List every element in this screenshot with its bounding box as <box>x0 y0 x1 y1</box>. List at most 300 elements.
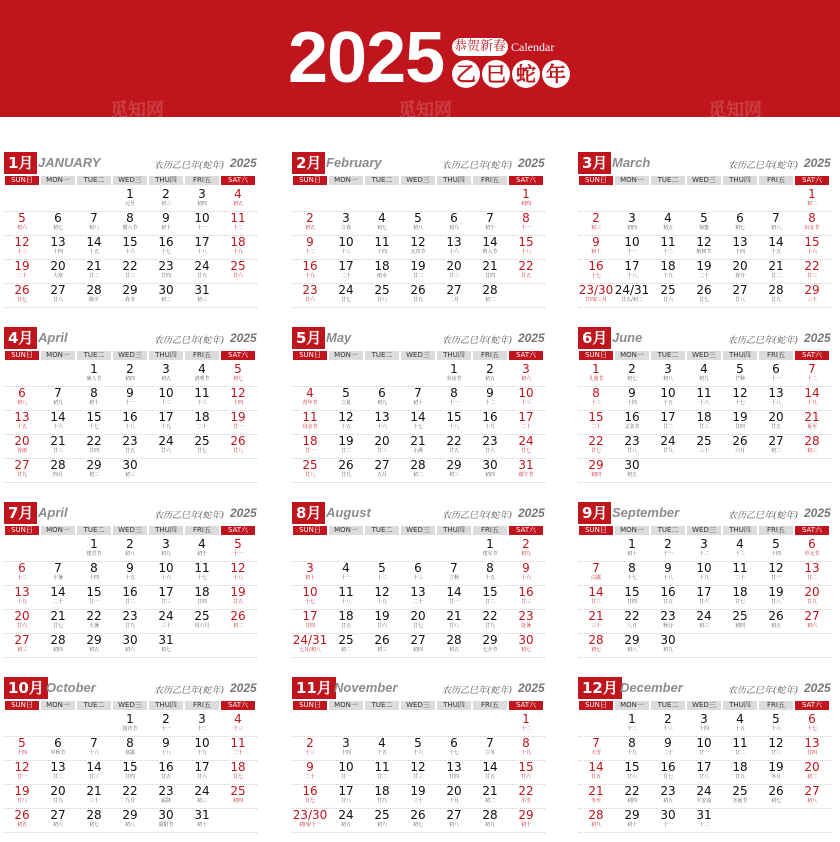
watermark: 觅知网 <box>110 100 164 121</box>
day-cell <box>758 562 794 586</box>
day-cell <box>112 260 148 284</box>
day-number: 8 <box>628 561 636 575</box>
day-number: 13 <box>50 760 66 774</box>
day-cell <box>328 610 364 634</box>
day-number: 12 <box>768 736 784 750</box>
day-number: 3 <box>198 712 206 726</box>
weekday-header: TUE二 <box>651 351 685 360</box>
lunar-date: 二十 <box>196 424 207 430</box>
lunar-date: 廿九 <box>52 798 63 804</box>
day-cell <box>614 236 650 260</box>
row-divider <box>578 585 831 586</box>
day-cell <box>472 387 508 411</box>
day-number: 13 <box>732 235 748 249</box>
day-number: 30 <box>122 633 138 647</box>
day-number: 28 <box>86 808 102 822</box>
lunar-date: 十一 <box>626 249 637 255</box>
day-number: 1 <box>628 537 636 551</box>
weekday-header: TUE二 <box>77 176 111 185</box>
lunar-date: 廿七 <box>698 297 709 303</box>
lunar-date: 七月/初八 <box>299 647 321 653</box>
row-divider <box>4 736 257 737</box>
day-cell <box>184 236 220 260</box>
day-cell <box>184 363 220 387</box>
weekday-header: TUE二 <box>651 526 685 535</box>
lunar-date: 霜降 <box>160 798 171 804</box>
day-number: 7 <box>54 386 62 400</box>
day-number: 13 <box>14 585 30 599</box>
day-number: 6 <box>808 537 816 551</box>
lunar-date: 初五 <box>662 798 673 804</box>
day-number: 8 <box>90 561 98 575</box>
lunar-date: 初三 <box>806 448 817 454</box>
weekday-header: TUE二 <box>77 701 111 710</box>
day-number: 31 <box>194 808 210 822</box>
day-number: 27 <box>410 633 426 647</box>
day-number: 9 <box>126 386 134 400</box>
day-cell <box>758 387 794 411</box>
day-number: 4 <box>342 561 350 575</box>
lunar-date: 初四 <box>626 225 637 231</box>
day-cell <box>112 236 148 260</box>
day-cell <box>722 586 758 610</box>
day-cell <box>400 236 436 260</box>
month-name: September <box>612 505 680 520</box>
lunar-date: 十五 <box>376 750 387 756</box>
weekday-header: MON一 <box>41 526 75 535</box>
lunar-date: 十八 <box>662 575 673 581</box>
weekday-header: SAT六 <box>795 701 829 710</box>
row-divider <box>292 736 545 737</box>
day-cell <box>76 538 112 562</box>
lunar-date: 廿一 <box>698 750 709 756</box>
day-cell <box>4 236 40 260</box>
lunar-date: 初八 <box>626 647 637 653</box>
day-cell <box>112 761 148 785</box>
day-number: 10 <box>158 561 174 575</box>
day-number: 15 <box>518 235 534 249</box>
day-cell <box>364 459 400 483</box>
day-number: 20 <box>410 609 426 623</box>
day-number: 11 <box>302 410 318 424</box>
day-number: 10 <box>624 235 640 249</box>
day-number: 14 <box>50 410 66 424</box>
day-number: 30 <box>122 458 138 472</box>
lunar-date: 初九 <box>698 376 709 382</box>
lunar-year-label: 农历乙巳年(蛇年) <box>442 511 513 521</box>
lunar-date: 廿五 <box>340 623 351 629</box>
day-number: 19 <box>374 609 390 623</box>
day-cell <box>112 809 148 833</box>
lunar-date: 十三 <box>340 249 351 255</box>
day-cell <box>292 284 328 308</box>
lunar-date: 二十 <box>304 774 315 780</box>
day-number: 27 <box>804 609 820 623</box>
day-number: 29 <box>518 808 534 822</box>
day-cell <box>508 610 544 634</box>
weekday-header: WED三 <box>401 351 435 360</box>
day-number: 19 <box>768 585 784 599</box>
month-number: 10月 <box>4 677 48 699</box>
day-cell <box>650 260 686 284</box>
lunar-date: 春节 <box>124 297 135 303</box>
day-cell <box>40 260 76 284</box>
day-cell <box>508 785 544 809</box>
day-cell <box>328 785 364 809</box>
day-number: 23 <box>158 259 174 273</box>
day-number: 12 <box>732 386 748 400</box>
day-cell <box>76 737 112 761</box>
watermark: 觅知网 <box>398 100 452 121</box>
day-number: 15 <box>624 585 640 599</box>
day-number: 23 <box>122 434 138 448</box>
day-cell <box>686 809 722 833</box>
lunar-date: 廿九 <box>124 623 135 629</box>
day-number: 2 <box>162 712 170 726</box>
weekday-header: MON一 <box>615 701 649 710</box>
day-cell <box>184 562 220 586</box>
lunar-date: 初四 <box>626 798 637 804</box>
lunar-date: 初九 <box>520 551 531 557</box>
greeting-text: 恭贺新春 <box>454 39 507 54</box>
day-cell <box>76 435 112 459</box>
day-cell <box>794 284 830 308</box>
day-cell <box>328 761 364 785</box>
day-number: 27 <box>374 458 390 472</box>
day-number: 10 <box>338 235 354 249</box>
lunar-date: 十四 <box>88 575 99 581</box>
day-number: 16 <box>122 410 138 424</box>
lunar-date: 四月 <box>52 472 63 478</box>
day-cell <box>364 411 400 435</box>
day-number: 24 <box>338 808 354 822</box>
day-cell <box>40 387 76 411</box>
day-number: 30 <box>158 808 174 822</box>
day-number: 16 <box>122 585 138 599</box>
day-number: 15 <box>122 760 138 774</box>
day-cell <box>292 785 328 809</box>
day-number: 6 <box>772 362 780 376</box>
day-cell <box>578 236 614 260</box>
day-cell <box>112 387 148 411</box>
row-divider <box>4 609 257 610</box>
lunar-date: 初五 <box>662 225 673 231</box>
day-number: 9 <box>126 561 134 575</box>
day-number: 10 <box>158 386 174 400</box>
day-cell <box>40 610 76 634</box>
day-number: 2 <box>126 537 134 551</box>
day-number: 2 <box>664 712 672 726</box>
day-cell <box>650 562 686 586</box>
day-number: 9 <box>592 235 600 249</box>
day-number: 15 <box>804 235 820 249</box>
day-cell <box>578 411 614 435</box>
day-cell <box>758 538 794 562</box>
lunar-date: 二十 <box>698 273 709 279</box>
lunar-date: 廿五 <box>520 273 531 279</box>
day-number: 15 <box>518 760 534 774</box>
day-number: 27 <box>50 283 66 297</box>
day-number: 1 <box>592 362 600 376</box>
day-number: 22 <box>446 434 462 448</box>
month-block <box>4 502 257 667</box>
lunar-year-label: 农历乙巳年(蛇年) <box>442 336 513 346</box>
day-number: 10 <box>302 585 318 599</box>
day-cell <box>614 610 650 634</box>
day-number: 11 <box>338 585 354 599</box>
lunar-date: 廿四 <box>88 448 99 454</box>
lunar-date: 父亲节 <box>624 424 640 430</box>
day-number: 3 <box>664 362 672 376</box>
lunar-date: 十八 <box>448 424 459 430</box>
day-number: 6 <box>450 736 458 750</box>
lunar-date: 初三 <box>196 297 207 303</box>
day-cell <box>112 435 148 459</box>
day-cell <box>328 737 364 761</box>
day-number: 11 <box>230 211 246 225</box>
day-number: 17 <box>338 259 354 273</box>
day-number: 30 <box>158 283 174 297</box>
lunar-date: 初十 <box>484 225 495 231</box>
lunar-date: 廿二 <box>806 575 817 581</box>
lunar-date: 廿八 <box>340 798 351 804</box>
lunar-date: 十二 <box>484 400 495 406</box>
lunar-date: 初五 <box>304 225 315 231</box>
row-divider <box>578 832 831 833</box>
weekday-header: SAT六 <box>509 701 543 710</box>
lunar-date: 妇女节 <box>804 225 820 231</box>
day-cell <box>400 284 436 308</box>
day-cell <box>40 761 76 785</box>
day-cell <box>220 538 256 562</box>
day-number: 20 <box>732 259 748 273</box>
lunar-date: 初八 <box>124 822 135 828</box>
lunar-date: 初九 <box>160 551 171 557</box>
weekday-header: SUN日 <box>5 176 39 185</box>
lunar-date: 十九 <box>304 273 315 279</box>
day-number: 19 <box>696 259 712 273</box>
lunar-date: 情人节 <box>482 249 498 255</box>
day-cell <box>148 236 184 260</box>
lunar-date: 三十 <box>160 623 171 629</box>
day-cell <box>508 363 544 387</box>
day-cell <box>650 809 686 833</box>
day-number: 7 <box>90 736 98 750</box>
lunar-date: 初八 <box>662 376 673 382</box>
day-number: 26 <box>696 283 712 297</box>
lunar-date: 初二 <box>232 623 243 629</box>
lunar-date: 初三 <box>124 472 135 478</box>
lunar-date: 十三 <box>196 400 207 406</box>
weekday-header: WED三 <box>687 176 721 185</box>
row-divider <box>4 633 257 634</box>
weekday-header: MON一 <box>329 176 363 185</box>
row-divider <box>4 482 257 483</box>
day-number: 8 <box>126 211 134 225</box>
day-number: 8 <box>592 386 600 400</box>
lunar-date: 初七 <box>232 376 243 382</box>
day-cell <box>508 188 544 212</box>
day-number: 14 <box>86 235 102 249</box>
row-divider <box>4 211 257 212</box>
day-cell <box>722 411 758 435</box>
day-cell <box>650 761 686 785</box>
day-cell <box>112 538 148 562</box>
lunar-date: 廿五 <box>770 424 781 430</box>
month-year: 2025 <box>804 331 831 345</box>
lunar-date: 初五 <box>232 201 243 207</box>
day-cell <box>400 435 436 459</box>
weekday-header: WED三 <box>113 526 147 535</box>
day-number: 26 <box>14 283 30 297</box>
weekday-header: MON一 <box>329 526 363 535</box>
lunar-date: 初十 <box>626 551 637 557</box>
lunar-date: 十一 <box>340 575 351 581</box>
month-name: October <box>46 680 96 695</box>
day-number: 18 <box>696 410 712 424</box>
weekday-header: THU四 <box>149 176 183 185</box>
day-number: 24 <box>158 434 174 448</box>
lunar-date: 愚人节 <box>86 376 102 382</box>
lunar-date: 廿五 <box>160 774 171 780</box>
day-number: 17 <box>624 259 640 273</box>
row-divider <box>578 760 831 761</box>
month-block <box>578 327 831 492</box>
lunar-date: 廿九 <box>340 472 351 478</box>
lunar-date: 廿二 <box>770 273 781 279</box>
day-cell <box>40 284 76 308</box>
day-cell <box>578 761 614 785</box>
lunar-date: 初三 <box>160 201 171 207</box>
day-cell <box>686 284 722 308</box>
day-number: 27 <box>732 283 748 297</box>
day-cell <box>328 435 364 459</box>
day-cell <box>364 610 400 634</box>
day-cell <box>578 809 614 833</box>
day-number: 5 <box>342 386 350 400</box>
day-number: 23 <box>482 434 498 448</box>
day-number: 4 <box>234 187 242 201</box>
day-cell <box>722 387 758 411</box>
day-number: 4 <box>736 537 744 551</box>
day-number: 17 <box>194 760 210 774</box>
day-cell <box>472 459 508 483</box>
month-year: 2025 <box>518 331 545 345</box>
lunar-date: 初七 <box>412 822 423 828</box>
day-cell <box>364 435 400 459</box>
lunar-date: 初四 <box>412 647 423 653</box>
day-cell <box>184 188 220 212</box>
day-cell <box>472 363 508 387</box>
day-cell <box>148 260 184 284</box>
lunar-date: 初四 <box>52 647 63 653</box>
day-number: 15 <box>86 410 102 424</box>
lunar-date: 廿六 <box>698 599 709 605</box>
lunar-date: 廿六 <box>304 297 315 303</box>
day-cell <box>686 562 722 586</box>
day-cell <box>76 562 112 586</box>
day-cell <box>364 212 400 236</box>
day-number: 19 <box>410 784 426 798</box>
day-number: 25 <box>374 808 390 822</box>
month-block <box>292 677 545 842</box>
lunar-date: 十四 <box>698 726 709 732</box>
day-number: 14 <box>588 585 604 599</box>
lunar-date: 立秋 <box>448 575 459 581</box>
day-cell <box>508 212 544 236</box>
day-number: 16 <box>302 784 318 798</box>
day-number: 22 <box>518 259 534 273</box>
day-number: 21 <box>86 259 102 273</box>
lunar-date: 廿一 <box>304 448 315 454</box>
lunar-date: 初七 <box>626 376 637 382</box>
lunar-date: 廿二 <box>734 750 745 756</box>
lunar-date: 初九 <box>662 647 673 653</box>
lunar-date: 三十 <box>698 448 709 454</box>
row-divider <box>292 561 545 562</box>
day-cell <box>76 761 112 785</box>
day-cell <box>794 260 830 284</box>
day-cell <box>292 737 328 761</box>
day-cell <box>650 236 686 260</box>
lunar-date: 廿九 <box>376 798 387 804</box>
lunar-date: 九月 <box>124 798 135 804</box>
day-cell <box>76 387 112 411</box>
day-number: 13 <box>446 235 462 249</box>
row-divider <box>292 760 545 761</box>
day-cell <box>758 236 794 260</box>
weekday-header: SUN日 <box>579 701 613 710</box>
weekday-header: FRI五 <box>473 176 507 185</box>
row-divider <box>578 482 831 483</box>
lunar-date: 廿三 <box>160 599 171 605</box>
day-cell <box>472 260 508 284</box>
day-cell <box>184 586 220 610</box>
lunar-date: 廿七 <box>340 297 351 303</box>
row-divider <box>292 458 545 459</box>
day-number: 17 <box>696 760 712 774</box>
lunar-date: 十七 <box>304 599 315 605</box>
day-number: 27 <box>14 633 30 647</box>
day-cell <box>40 634 76 658</box>
lunar-date: 国庆节 <box>122 726 138 732</box>
lunar-date: 初四 <box>590 472 601 478</box>
day-cell <box>436 610 472 634</box>
lunar-date: 建军节 <box>482 551 498 557</box>
month-block <box>292 327 545 492</box>
lunar-date: 十二 <box>698 822 709 828</box>
day-cell <box>758 363 794 387</box>
day-cell <box>650 411 686 435</box>
row-divider <box>292 307 545 308</box>
lunar-date: 廿九 <box>662 448 673 454</box>
weekday-header: FRI五 <box>759 526 793 535</box>
day-cell <box>722 212 758 236</box>
month-name: June <box>612 330 643 345</box>
day-number: 29 <box>86 633 102 647</box>
day-number: 16 <box>158 235 174 249</box>
day-number: 1 <box>90 537 98 551</box>
row-divider <box>292 434 545 435</box>
day-cell <box>722 737 758 761</box>
lunar-date: 廿八 <box>734 297 745 303</box>
lunar-date: 二十 <box>232 750 243 756</box>
weekday-header: WED三 <box>687 351 721 360</box>
day-cell <box>436 411 472 435</box>
row-divider <box>292 808 545 809</box>
day-number: 29 <box>624 633 640 647</box>
lunar-date: 廿四 <box>484 273 495 279</box>
